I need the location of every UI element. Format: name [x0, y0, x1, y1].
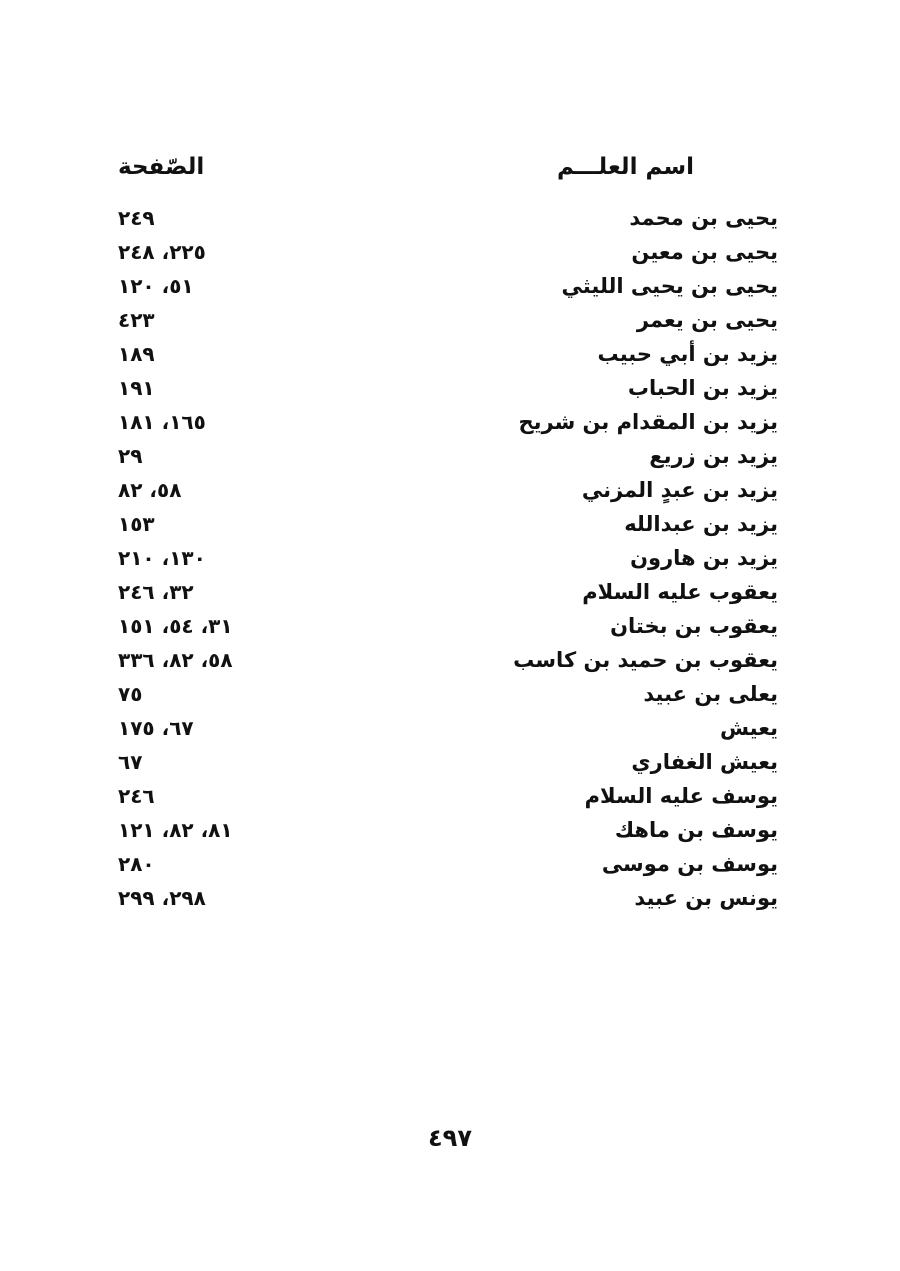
list-item — [118, 609, 778, 643]
person-name: يوسف بن ماهك — [614, 818, 778, 842]
list-item — [118, 643, 778, 677]
person-name: يعقوب عليه السلام — [582, 580, 778, 604]
page-references: ١٣٠، ٢١٠ — [118, 546, 206, 570]
list-item — [118, 881, 778, 915]
page-references: ٦٧، ١٧٥ — [118, 716, 194, 740]
page-references: ٢٨٠ — [118, 852, 155, 876]
page-column-heading: الصّفحة — [118, 154, 205, 180]
person-name: يزيد بن عبدٍ المزني — [581, 478, 778, 502]
index-list — [118, 201, 778, 915]
person-name: يعلى بن عبيد — [643, 682, 778, 706]
person-name: يزيد بن زريع — [649, 444, 778, 468]
list-item — [118, 439, 778, 473]
page-references: ٦٧ — [118, 750, 143, 774]
page-references: ٨١، ٨٢، ١٢١ — [118, 818, 233, 842]
person-name: يعيش الغفاري — [631, 750, 778, 774]
page-references: ٣١، ٥٤، ١٥١ — [118, 614, 233, 638]
page-references: ٢٢٥، ٢٤٨ — [118, 240, 206, 264]
person-name: يزيد بن عبدالله — [624, 512, 778, 536]
person-name: يزيد بن هارون — [630, 546, 778, 570]
list-item — [118, 575, 778, 609]
list-item — [118, 371, 778, 405]
page-number: ٤٩٧ — [428, 1124, 472, 1152]
page-references: ٢٩ — [118, 444, 143, 468]
name-column-heading: اسم العلـــم — [556, 154, 694, 180]
page-references: ٥١، ١٢٠ — [118, 274, 194, 298]
page-references: ١٦٥، ١٨١ — [118, 410, 206, 434]
list-item — [118, 711, 778, 745]
person-name: يعقوب بن بختان — [610, 614, 778, 638]
person-name: يونس بن عبيد — [634, 886, 778, 910]
list-item — [118, 303, 778, 337]
page-references: ٧٥ — [118, 682, 143, 706]
list-item — [118, 779, 778, 813]
person-name: يعيش — [720, 716, 778, 740]
person-name: يحيى بن محمد — [629, 206, 778, 230]
list-item — [118, 847, 778, 881]
person-name: يوسف بن موسى — [601, 852, 778, 876]
person-name: يزيد بن المقدام بن شريح — [518, 410, 778, 434]
list-item — [118, 201, 778, 235]
table-header — [118, 154, 778, 194]
page-references: ٢٤٦ — [118, 784, 155, 808]
person-name: يوسف عليه السلام — [584, 784, 778, 808]
person-name: يحيى بن معين — [631, 240, 778, 264]
list-item — [118, 235, 778, 269]
page-references: ٢٩٨، ٢٩٩ — [118, 886, 206, 910]
person-name: يعقوب بن حميد بن كاسب — [513, 648, 778, 672]
list-item — [118, 473, 778, 507]
list-item — [118, 507, 778, 541]
list-item — [118, 813, 778, 847]
list-item — [118, 405, 778, 439]
page-references: ١٨٩ — [118, 342, 155, 366]
list-item — [118, 541, 778, 575]
page-references: ١٥٣ — [118, 512, 155, 536]
list-item — [118, 677, 778, 711]
page-references: ٥٨، ٨٢، ٣٣٦ — [118, 648, 233, 672]
page-references: ١٩١ — [118, 376, 155, 400]
person-name: يزيد بن الحباب — [627, 376, 778, 400]
list-item — [118, 337, 778, 371]
page-references: ٢٤٩ — [118, 206, 155, 230]
person-name: يحيى بن يحيى الليثي — [561, 274, 778, 298]
page-references: ٣٢، ٢٤٦ — [118, 580, 194, 604]
list-item — [118, 745, 778, 779]
list-item — [118, 269, 778, 303]
person-name: يحيى بن يعمر — [636, 308, 778, 332]
person-name: يزيد بن أبي حبيب — [597, 342, 778, 366]
page-references: ٥٨، ٨٢ — [118, 478, 182, 502]
page-references: ٤٢٣ — [118, 308, 155, 332]
